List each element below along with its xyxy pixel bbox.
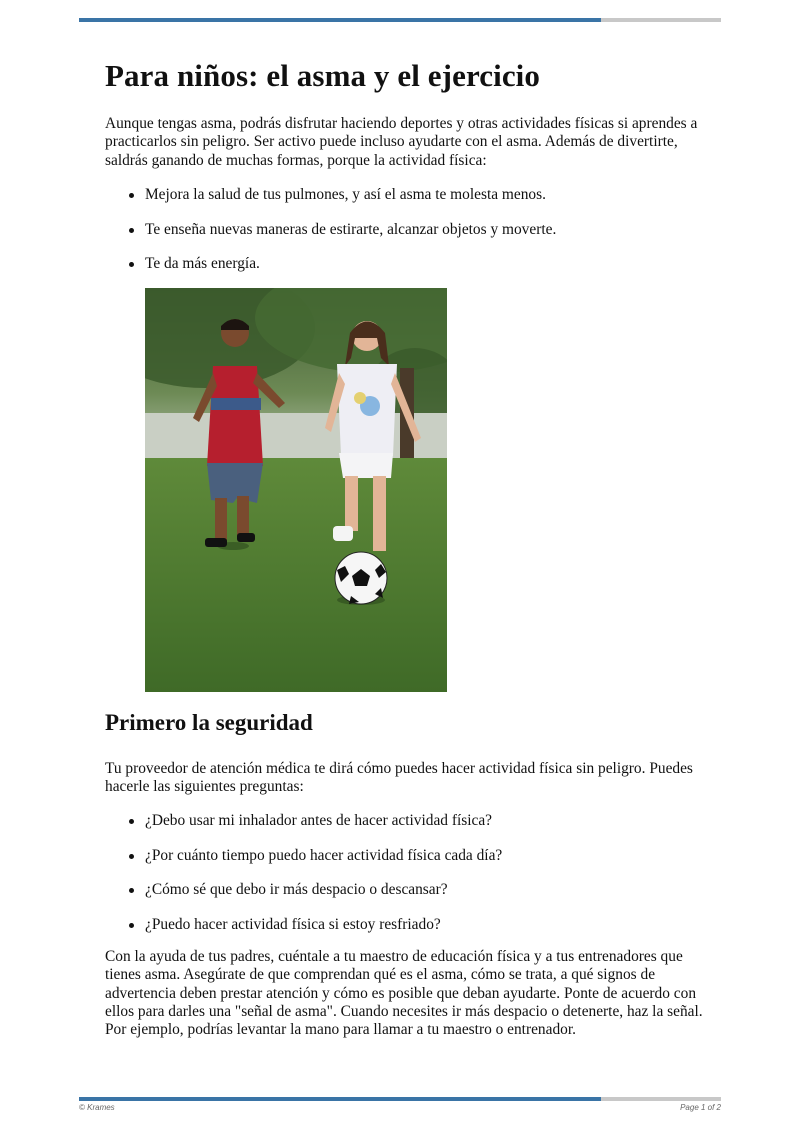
closing-paragraph: Con la ayuda de tus padres, cuéntale a tu maestro de educación física y a tus entrenadores que tienes asma. Asegúrate de que comprendan qué es el asma, cómo se trata, a qué signos de advertencia deben prestar atención y cómo es posible que deban ayudarte. Ponte de acuerdo con ellos para darles una "señal de asma". Cuando necesites ir más despacio o detenerte, haz la señal. Por ejemplo, podrías levantar la mano para llamar a tu maestro o entrenador. <box>105 948 703 1039</box>
list-item: ¿Por cuánto tiempo puedo hacer actividad física cada día? <box>105 847 705 882</box>
list-item: ¿Puedo hacer actividad física si estoy resfriado? <box>105 916 705 951</box>
page-title: Para niños: el asma y el ejercicio <box>105 58 540 93</box>
list-item: Mejora la salud de tus pulmones, y así el asma te molesta menos. <box>105 186 705 221</box>
header-rule <box>79 18 721 22</box>
safety-intro-paragraph: Tu proveedor de atención médica te dirá cómo puedes hacer actividad física sin peligro. Puedes hacerle las siguientes preguntas: <box>105 760 693 796</box>
list-item: Te da más energía. <box>105 255 705 290</box>
list-item: ¿Debo usar mi inhalador antes de hacer actividad física? <box>105 812 705 847</box>
section-heading: Primero la seguridad <box>105 710 313 735</box>
footer-rule <box>79 1097 721 1101</box>
benefits-list <box>105 186 705 290</box>
footer-copyright: © Krames <box>79 1103 115 1112</box>
footer-page-number: Page 1 of 2 <box>680 1103 721 1112</box>
kids-soccer-photo <box>145 288 447 692</box>
questions-list <box>105 812 705 950</box>
list-item: ¿Cómo sé que debo ir más despacio o descansar? <box>105 881 705 916</box>
list-item: Te enseña nuevas maneras de estirarte, alcanzar objetos y moverte. <box>105 221 705 256</box>
intro-paragraph: Aunque tengas asma, podrás disfrutar haciendo deportes y otras actividades físicas si aprendes a practicarlos sin peligro. Ser activo puede incluso ayudarte con el asma. Además de divertirte, saldrás ganando de muchas formas, porque la actividad física: <box>105 115 698 169</box>
